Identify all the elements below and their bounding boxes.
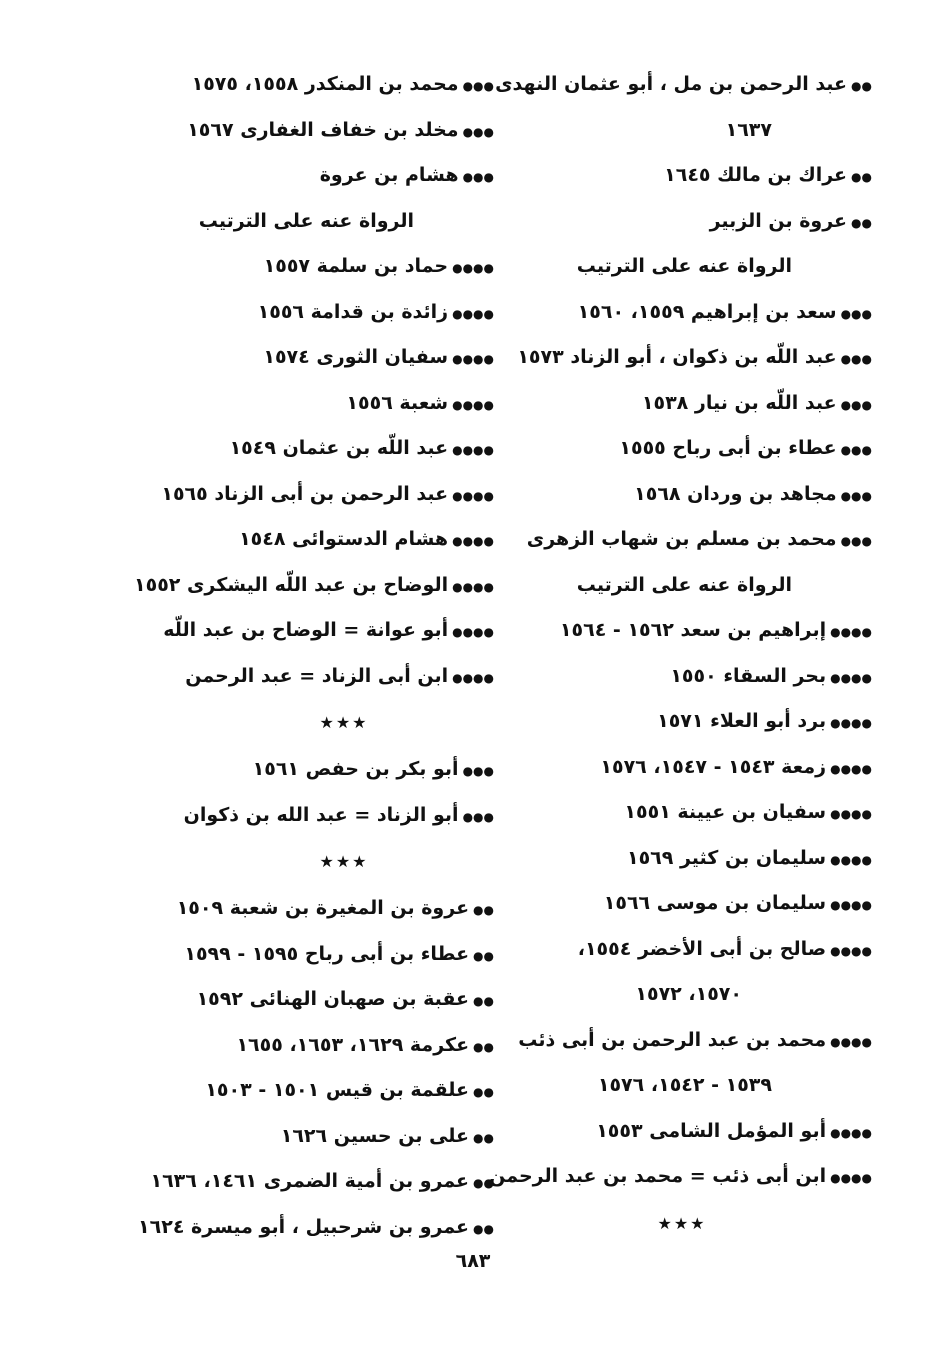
entry-text: مجاهد بن وردان ١٥٦٨ xyxy=(634,482,837,505)
index-entry xyxy=(185,654,494,700)
left-column xyxy=(134,62,494,1250)
level-bullet-icon: ●● xyxy=(473,994,494,1008)
entry-text: الوضاح بن عبد اللّه اليشكرى ١٥٥٢ xyxy=(134,573,449,596)
entry-text: محمد بن مسلم بن شهاب الزهرى xyxy=(526,528,837,550)
entry-continuation: ١٦٣٧ xyxy=(725,118,772,141)
level-bullet-icon: ●●●● xyxy=(452,488,494,503)
section-heading: الرواة عنه على الترتيب xyxy=(576,255,792,277)
index-entry xyxy=(512,654,872,700)
entry-text: ابن أبى ذئب = محمد بن عبد الرحمن xyxy=(489,1165,827,1187)
level-bullet-icon: ●●● xyxy=(840,306,872,321)
entry-text: زمعة ١٥٤٣ - ١٥٤٧، ١٥٧٦ xyxy=(600,755,827,778)
index-entry xyxy=(194,335,494,381)
index-entry xyxy=(512,1018,872,1064)
level-bullet-icon: ●●●● xyxy=(830,898,872,912)
index-entry xyxy=(134,563,494,609)
index-entry xyxy=(512,881,872,927)
level-bullet-icon: ●●●● xyxy=(452,670,494,685)
entry-text: محمد بن عبد الرحمن بن أبى ذئب xyxy=(518,1028,827,1051)
index-entry xyxy=(495,62,872,108)
entry-text: برد أبو العلاء ١٥٧١ xyxy=(657,710,827,732)
index-entry xyxy=(512,517,872,563)
index-entry xyxy=(194,290,494,336)
level-bullet-icon: ●● xyxy=(473,1085,494,1099)
level-bullet-icon: ●●●● xyxy=(452,352,494,366)
entry-text: عبد اللّه بن عثمان ١٥٤٩ xyxy=(229,437,449,459)
level-bullet-icon: ●●●● xyxy=(830,670,872,685)
index-entry xyxy=(194,1068,494,1114)
level-bullet-icon: ●●●● xyxy=(452,534,494,548)
index-entry xyxy=(512,608,872,654)
level-bullet-icon: ●● xyxy=(851,215,872,230)
index-entry xyxy=(512,335,872,381)
entry-continuation: ١٥٧٠، ١٥٧٢ xyxy=(635,983,742,1005)
section-heading: الرواة عنه على الترتيب xyxy=(198,209,414,232)
level-bullet-icon: ●●●● xyxy=(830,1125,872,1140)
level-bullet-icon: ●●●● xyxy=(830,1171,872,1185)
entry-text: عبد الرحمن بن أبى الزناد ١٥٦٥ xyxy=(161,482,449,505)
level-bullet-icon: ●●●● xyxy=(830,716,872,730)
index-entry xyxy=(512,290,872,336)
entry-text: بحر السقاء ١٥٥٠ xyxy=(670,664,827,687)
level-bullet-icon: ●●● xyxy=(840,397,872,412)
entry-text: عبد اللّه بن ذكوان ، أبو الزناد ١٥٧٣ xyxy=(517,346,837,368)
level-bullet-icon: ●●●● xyxy=(452,261,494,275)
level-bullet-icon: ●●● xyxy=(840,443,872,457)
entry-text: أبو بكر بن حفص ١٥٦١ xyxy=(252,758,459,780)
level-bullet-icon: ●●● xyxy=(840,352,872,366)
level-bullet-icon: ●●●● xyxy=(452,579,494,594)
level-bullet-icon: ●●●● xyxy=(452,397,494,412)
index-entry xyxy=(163,608,494,654)
entry-text: شعبة ١٥٥٦ xyxy=(346,391,449,414)
index-entry xyxy=(191,62,494,108)
level-bullet-icon: ●●● xyxy=(840,488,872,503)
level-bullet-icon: ●●●● xyxy=(830,1034,872,1049)
level-bullet-icon: ●●● xyxy=(462,764,494,778)
level-bullet-icon: ●● xyxy=(851,79,872,93)
entry-text: هشام بن عروة xyxy=(319,164,459,186)
entry-text: سفيان الثورى ١٥٧٤ xyxy=(263,346,449,368)
entry-text: عبد الرحمن بن مل ، أبو عثمان النهدى xyxy=(495,73,848,95)
entry-text: سعد بن إبراهيم ١٥٥٩، ١٥٦٠ xyxy=(577,300,837,323)
section-separator: ★★★ xyxy=(319,852,369,871)
section-separator: ★★★ xyxy=(319,713,369,732)
index-entry xyxy=(512,699,872,745)
index-entry xyxy=(194,517,494,563)
index-entry xyxy=(187,108,494,154)
index-entry xyxy=(138,1205,494,1251)
level-bullet-icon: ●● xyxy=(473,1130,494,1145)
entry-text: عقبة بن صهبان الهنائى ١٥٩٢ xyxy=(196,988,470,1010)
index-entry xyxy=(194,244,494,290)
entry-continuation: ١٥٣٩ - ١٥٤٢، ١٥٧٦ xyxy=(597,1074,772,1096)
entry-text: عروة بن المغيرة بن شعبة ١٥٠٩ xyxy=(176,897,470,919)
level-bullet-icon: ●●●● xyxy=(830,807,872,821)
index-entry xyxy=(194,1114,494,1160)
entry-text: أبو عوانة = الوضاح بن عبد اللّه xyxy=(163,619,449,641)
right-column xyxy=(489,62,872,1248)
entry-text: عطاء بن أبى رباح ١٥٥٥ xyxy=(619,437,837,459)
entry-text: سليمان بن كثير ١٥٦٩ xyxy=(626,846,827,869)
level-bullet-icon: ●●● xyxy=(462,79,494,93)
entry-text: علقمة بن قيس ١٥٠١ - ١٥٠٣ xyxy=(205,1079,470,1101)
entry-text: أبو الزناد = عبد الله بن ذكوان xyxy=(183,803,459,826)
level-bullet-icon: ●●●● xyxy=(830,625,872,639)
index-entry xyxy=(194,153,494,199)
entry-text: حماد بن سلمة ١٥٥٧ xyxy=(263,255,449,277)
index-entry xyxy=(512,153,872,199)
level-bullet-icon: ●●●● xyxy=(452,625,494,639)
level-bullet-icon: ●● xyxy=(473,948,494,963)
entry-text: صالح بن أبى الأخضر ١٥٥٤، xyxy=(577,937,827,960)
level-bullet-icon: ●●●● xyxy=(830,943,872,958)
page-number: ٦٨٣ xyxy=(455,1250,491,1272)
entry-text: عبد اللّه بن نيار ١٥٣٨ xyxy=(641,391,837,414)
level-bullet-icon: ●●● xyxy=(462,170,494,184)
level-bullet-icon: ●● xyxy=(473,1221,494,1236)
index-entry xyxy=(512,745,872,791)
index-entry xyxy=(512,790,872,836)
level-bullet-icon: ●●●● xyxy=(830,761,872,776)
entry-text: زائدة بن قدامة ١٥٥٦ xyxy=(257,300,449,323)
index-entry xyxy=(184,932,494,978)
entry-text: عراك بن مالك ١٦٤٥ xyxy=(664,164,848,186)
index-entry xyxy=(176,886,494,932)
index-entry xyxy=(512,836,872,882)
entry-text: عطاء بن أبى رباح ١٥٩٥ - ١٥٩٩ xyxy=(184,942,470,965)
level-bullet-icon: ●●●● xyxy=(452,306,494,321)
index-entry xyxy=(512,426,872,472)
level-bullet-icon: ●●●● xyxy=(452,443,494,457)
section-heading: الرواة عنه على الترتيب xyxy=(576,573,792,596)
level-bullet-icon: ●● xyxy=(473,1176,494,1190)
index-entry xyxy=(194,977,494,1023)
level-bullet-icon: ●● xyxy=(473,1039,494,1054)
index-entry xyxy=(150,1159,494,1205)
entry-text: إبراهيم بن سعد ١٥٦٢ - ١٥٦٤ xyxy=(559,619,827,641)
index-entry xyxy=(161,472,494,518)
level-bullet-icon: ●● xyxy=(473,903,494,917)
level-bullet-icon: ●●●● xyxy=(830,852,872,867)
entry-text: ابن أبى الزناد = عبد الرحمن xyxy=(185,664,449,687)
entry-text: عكرمة ١٦٢٩، ١٦٥٣، ١٦٥٥ xyxy=(236,1033,470,1056)
index-entry xyxy=(512,1109,872,1155)
index-entry xyxy=(194,1023,494,1069)
entry-text: هشام الدستوائى ١٥٤٨ xyxy=(239,528,449,550)
entry-text: أبو المؤمل الشامى ١٥٥٣ xyxy=(596,1119,827,1142)
index-entry xyxy=(194,426,494,472)
level-bullet-icon: ●●● xyxy=(462,809,494,824)
entry-text: سفيان بن عيينة ١٥٥١ xyxy=(624,801,827,823)
index-entry xyxy=(183,793,494,839)
entry-text: مخلد بن خفاف الغفارى ١٥٦٧ xyxy=(187,118,459,141)
section-separator: ★★★ xyxy=(657,1213,707,1233)
index-entry xyxy=(512,199,872,245)
level-bullet-icon: ●● xyxy=(851,170,872,184)
index-entry xyxy=(512,472,872,518)
index-entry xyxy=(194,747,494,793)
entry-text: على بن حسين ١٦٢٦ xyxy=(280,1124,470,1147)
level-bullet-icon: ●●● xyxy=(840,534,872,548)
entry-text: عمرو بن شرحبيل ، أبو ميسرة ١٦٢٤ xyxy=(138,1215,470,1238)
level-bullet-icon: ●●● xyxy=(462,124,494,139)
index-entry xyxy=(194,381,494,427)
entry-text: محمد بن المنكدر ١٥٥٨، ١٥٧٥ xyxy=(191,73,459,95)
index-entry xyxy=(489,1154,872,1200)
index-entry xyxy=(512,927,872,973)
index-entry xyxy=(512,381,872,427)
entry-text: عروة بن الزبير xyxy=(709,209,848,232)
entry-text: عمرو بن أمية الضمرى ١٤٦١، ١٦٣٦ xyxy=(150,1170,470,1192)
entry-text: سليمان بن موسى ١٥٦٦ xyxy=(603,892,827,914)
